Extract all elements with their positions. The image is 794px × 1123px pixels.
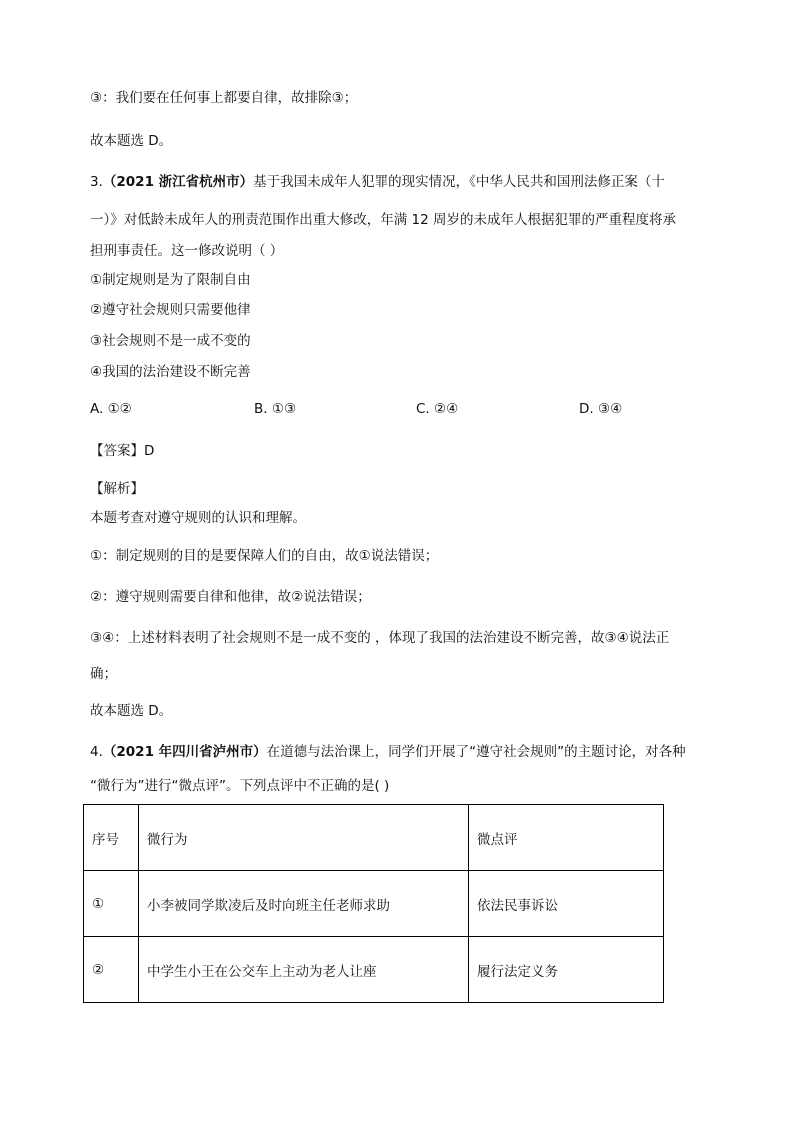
- statement-item: ③社会规则不是一成不变的: [90, 333, 251, 349]
- table-cell: 履行法定义务: [469, 937, 664, 1003]
- analysis-line: 确；: [90, 666, 117, 682]
- question-stem-text: 基于我国未成年人犯罪的现实情况，《中华人民共和国刑法修正案（十: [253, 174, 665, 190]
- answer-label: 【答案】D: [90, 443, 155, 459]
- analysis-heading: 【解析】: [90, 481, 144, 497]
- table-cell: 小李被同学欺凌后及时向班主任老师求助: [139, 871, 469, 937]
- option-b: B. ①③: [254, 401, 297, 417]
- text-line: 担刑事责任。这一修改说明（ ）: [90, 243, 284, 259]
- table-header-cell: 微点评: [469, 805, 664, 871]
- statement-item: ①制定规则是为了限制自由: [90, 272, 251, 288]
- table-header-cell: 微行为: [139, 805, 469, 871]
- analysis-line: ①：制定规则的目的是要保障人们的自由，故①说法错误；: [90, 548, 439, 564]
- table-cell: ①: [84, 871, 139, 937]
- table-header-row: [84, 805, 664, 871]
- question-3-stem: [90, 172, 665, 192]
- analysis-line: ②：遵守规则需要自律和他律，故②说法错误；: [90, 589, 371, 605]
- analysis-line: 故本题选 D。: [90, 703, 173, 719]
- text-line: 一）》对低龄未成年人的刑责范围作出重大修改，年满 12 周岁的未成年人根据犯罪的严重程度将承: [90, 212, 677, 228]
- statement-item: ②遵守社会规则只需要他律: [90, 302, 251, 318]
- behavior-table: [83, 804, 664, 1003]
- table-cell: ②: [84, 937, 139, 1003]
- table-row: [84, 937, 664, 1003]
- question-source: （2021 浙江省杭州市）: [102, 174, 254, 190]
- question-4-stem: [90, 742, 686, 762]
- text-line: 故本题选 D。: [90, 133, 173, 149]
- analysis-line: 本题考查对遵守规则的认识和理解。: [90, 510, 306, 526]
- text-line: “微行为”进行“微点评”。下列点评中不正确的是( ): [90, 778, 390, 794]
- question-source: （2021 年四川省泸州市）: [102, 744, 267, 760]
- question-number: 3.: [90, 174, 103, 190]
- option-d: D. ③④: [579, 401, 623, 417]
- table-header-cell: 序号: [84, 805, 139, 871]
- table-row: [84, 871, 664, 937]
- table-cell: 依法民事诉讼: [469, 871, 664, 937]
- statement-item: ④我国的法治建设不断完善: [90, 364, 251, 380]
- question-stem-text: 在道德与法治课上，同学们开展了“遵守社会规则”的主题讨论，对各种: [266, 744, 686, 760]
- text-line: ③：我们要在任何事上都要自律，故排除③；: [90, 90, 358, 106]
- option-c: C. ②④: [416, 401, 459, 417]
- option-a: A. ①②: [90, 401, 132, 417]
- table-cell: 中学生小王在公交车上主动为老人让座: [139, 937, 469, 1003]
- question-number: 4.: [90, 744, 103, 760]
- analysis-line: ③④：上述材料表明了社会规则不是一成不变的 ，体现了我国的法治建设不断完善，故③④说法正: [90, 630, 670, 646]
